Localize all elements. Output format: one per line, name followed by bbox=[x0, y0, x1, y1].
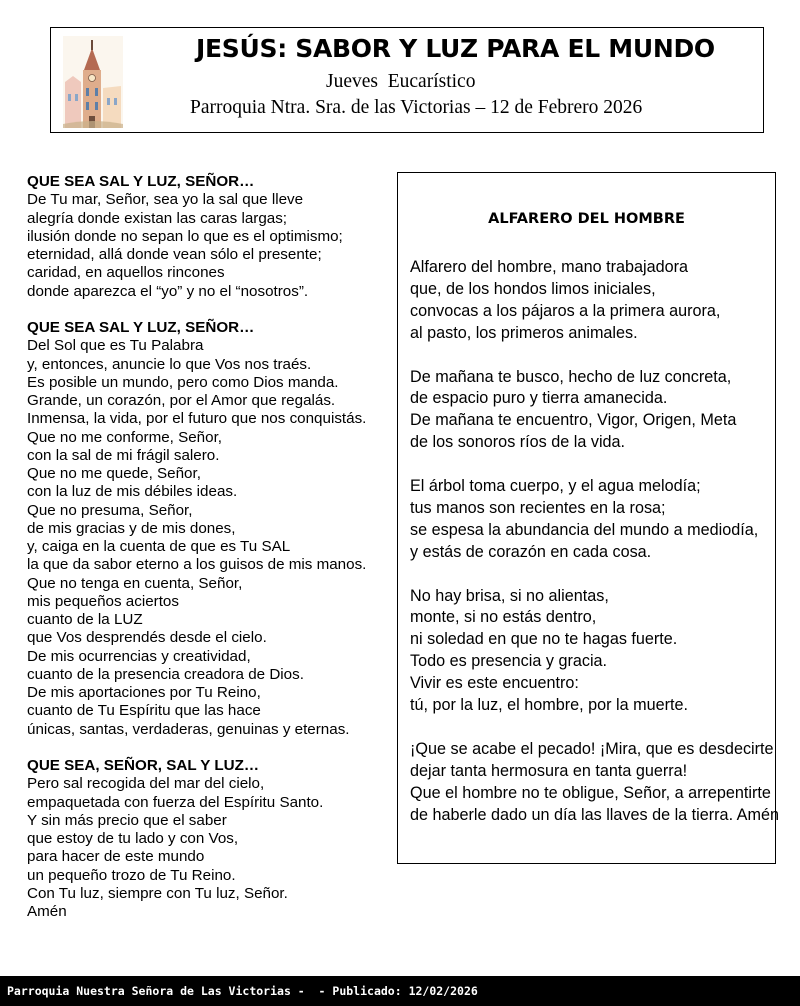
reflection-column bbox=[27, 173, 392, 921]
poem-body bbox=[410, 257, 779, 827]
text-line: cuanto de la presencia creadora de Dios. bbox=[27, 665, 304, 683]
poem-stanza bbox=[410, 367, 779, 455]
poem-line: que, de los hondos limos iniciales, bbox=[410, 279, 656, 298]
text-line: Que no me conforme, Señor, bbox=[27, 428, 223, 446]
parish-date-line: Parroquia Ntra. Sra. de las Victorias – 12 de Febrero 2026 bbox=[190, 97, 643, 118]
text-line: que estoy de tu lado y con Vos, bbox=[27, 830, 239, 847]
footer-bar: Parroquia Nuestra Señora de Las Victorias - - Publicado: 12/02/2026 bbox=[0, 976, 800, 1006]
poem-line: No hay brisa, si no alientas, bbox=[410, 586, 609, 605]
poem-line: De mañana te encuentro, Vigor, Origen, Meta bbox=[410, 411, 737, 430]
stanza-heading: QUE SEA SAL Y LUZ, SEÑOR… bbox=[27, 173, 255, 190]
stanza-heading: QUE SEA SAL Y LUZ, SEÑOR… bbox=[27, 319, 255, 336]
text-line: empaquetada con fuerza del Espíritu Santo. bbox=[27, 793, 324, 811]
text-line: De mis ocurrencias y creatividad, bbox=[27, 647, 251, 665]
poem-line: Todo es presencia y gracia. bbox=[410, 652, 608, 671]
poem-line: de haberle dado un día las llaves de la tierra. Amén bbox=[410, 805, 779, 824]
poem-line: de espacio puro y tierra amanecida. bbox=[410, 389, 668, 408]
poem-stanza bbox=[410, 739, 779, 827]
poem-line: tus manos son recientes en la rosa; bbox=[410, 498, 666, 517]
poem-line: Que el hombre no te obligue, Señor, a arrepentirte bbox=[410, 783, 771, 802]
text-line: Pero sal recogida del mar del cielo, bbox=[27, 775, 265, 793]
text-line: que Vos desprendés desde el cielo. bbox=[27, 629, 267, 647]
text-line: mis pequeños aciertos bbox=[27, 592, 179, 610]
text-line: Es posible un mundo, pero como Dios manda. bbox=[27, 373, 339, 391]
text-line: con la luz de mis débiles ideas. bbox=[27, 483, 238, 501]
poem-line: ni soledad en que no te hagas fuerte. bbox=[410, 630, 678, 649]
text-line: Que no me quede, Señor, bbox=[27, 465, 201, 482]
text-line: para hacer de este mundo bbox=[27, 848, 205, 866]
text-line: la que da sabor eterno a los guisos de mis manos. bbox=[27, 556, 367, 574]
text-line: donde aparezca el “yo” y no el “nosotros”. bbox=[27, 282, 309, 300]
text-line: Con Tu luz, siempre con Tu luz, Señor. bbox=[27, 884, 288, 902]
poem-box bbox=[397, 172, 779, 864]
text-line: Grande, un corazón, por el Amor que regalás. bbox=[27, 392, 336, 409]
text-line: Y sin más precio que el saber bbox=[27, 811, 227, 829]
text-line: únicas, santas, verdaderas, genuinas y eternas. bbox=[27, 720, 350, 738]
poem-line: dejar tanta hermosura en tanta guerra! bbox=[410, 761, 688, 780]
text-line: de mis gracias y de mis dones, bbox=[27, 519, 236, 537]
reflection-stanza bbox=[27, 757, 392, 921]
poem-line: ¡Que se acabe el pecado! ¡Mira, que es desdecirte bbox=[410, 739, 774, 758]
text-line: De Tu mar, Señor, sea yo la sal que lleve bbox=[27, 191, 304, 209]
text-line: Amén bbox=[27, 903, 67, 920]
poem-line: Alfarero del hombre, mano trabajadora bbox=[410, 258, 689, 276]
text-line: y, entonces, anuncie lo que Vos nos traés. bbox=[27, 355, 312, 373]
poem-stanza bbox=[410, 257, 779, 345]
poem-line: convocas a los pájaros a la primera aurora, bbox=[410, 301, 721, 320]
page-subtitle: Jueves Eucarístico bbox=[326, 71, 476, 92]
poem-line: se espesa la abundancia del mundo a mediodía, bbox=[410, 520, 759, 539]
reflection-stanza bbox=[27, 319, 392, 739]
text-line: cuanto de Tu Espíritu que las hace bbox=[27, 702, 261, 720]
text-line: un pequeño trozo de Tu Reino. bbox=[27, 866, 236, 884]
text-line: alegría donde existan las caras largas; bbox=[27, 209, 288, 227]
header-box bbox=[50, 27, 764, 133]
poem-line: El árbol toma cuerpo, y el agua melodía; bbox=[410, 477, 701, 496]
church-tower-watercolor-icon bbox=[63, 36, 123, 128]
poem-line: De mañana te busco, hecho de luz concreta, bbox=[410, 367, 732, 386]
poem-line: tú, por la luz, el hombre, por la muerte. bbox=[410, 696, 689, 715]
reflection-stanza bbox=[27, 173, 392, 301]
poem-line: monte, si no estás dentro, bbox=[410, 608, 597, 627]
text-line: Que no presuma, Señor, bbox=[27, 501, 193, 519]
poem-line: Vivir es este encuentro: bbox=[410, 674, 579, 693]
poem-stanza bbox=[410, 476, 779, 564]
text-line: caridad, en aquellos rincones bbox=[27, 264, 225, 282]
text-line: y, caiga en la cuenta de que es Tu SAL bbox=[27, 538, 291, 555]
poem-line: al pasto, los primeros animales. bbox=[410, 323, 638, 342]
stanza-heading: QUE SEA, SEÑOR, SAL Y LUZ… bbox=[27, 757, 260, 774]
text-line: Del Sol que es Tu Palabra bbox=[27, 337, 204, 355]
text-line: Inmensa, la vida, por el futuro que nos conquistás. bbox=[27, 410, 367, 428]
text-line: Que no tenga en cuenta, Señor, bbox=[27, 574, 243, 592]
poem-line: de los sonoros ríos de la vida. bbox=[410, 433, 626, 452]
poem-stanza bbox=[410, 586, 779, 717]
text-line: De mis aportaciones por Tu Reino, bbox=[27, 684, 261, 701]
poem-title: ALFARERO DEL HOMBRE bbox=[488, 211, 685, 227]
text-line: eternidad, allá donde vean sólo el presente; bbox=[27, 246, 322, 263]
text-line: cuanto de la LUZ bbox=[27, 611, 143, 628]
text-line: ilusión donde no sepan lo que es el optimismo; bbox=[27, 227, 343, 245]
page-title: JESÚS: SABOR Y LUZ PARA EL MUNDO bbox=[196, 34, 715, 63]
text-line: con la sal de mi frágil salero. bbox=[27, 446, 220, 464]
poem-line: y estás de corazón en cada cosa. bbox=[410, 542, 652, 561]
